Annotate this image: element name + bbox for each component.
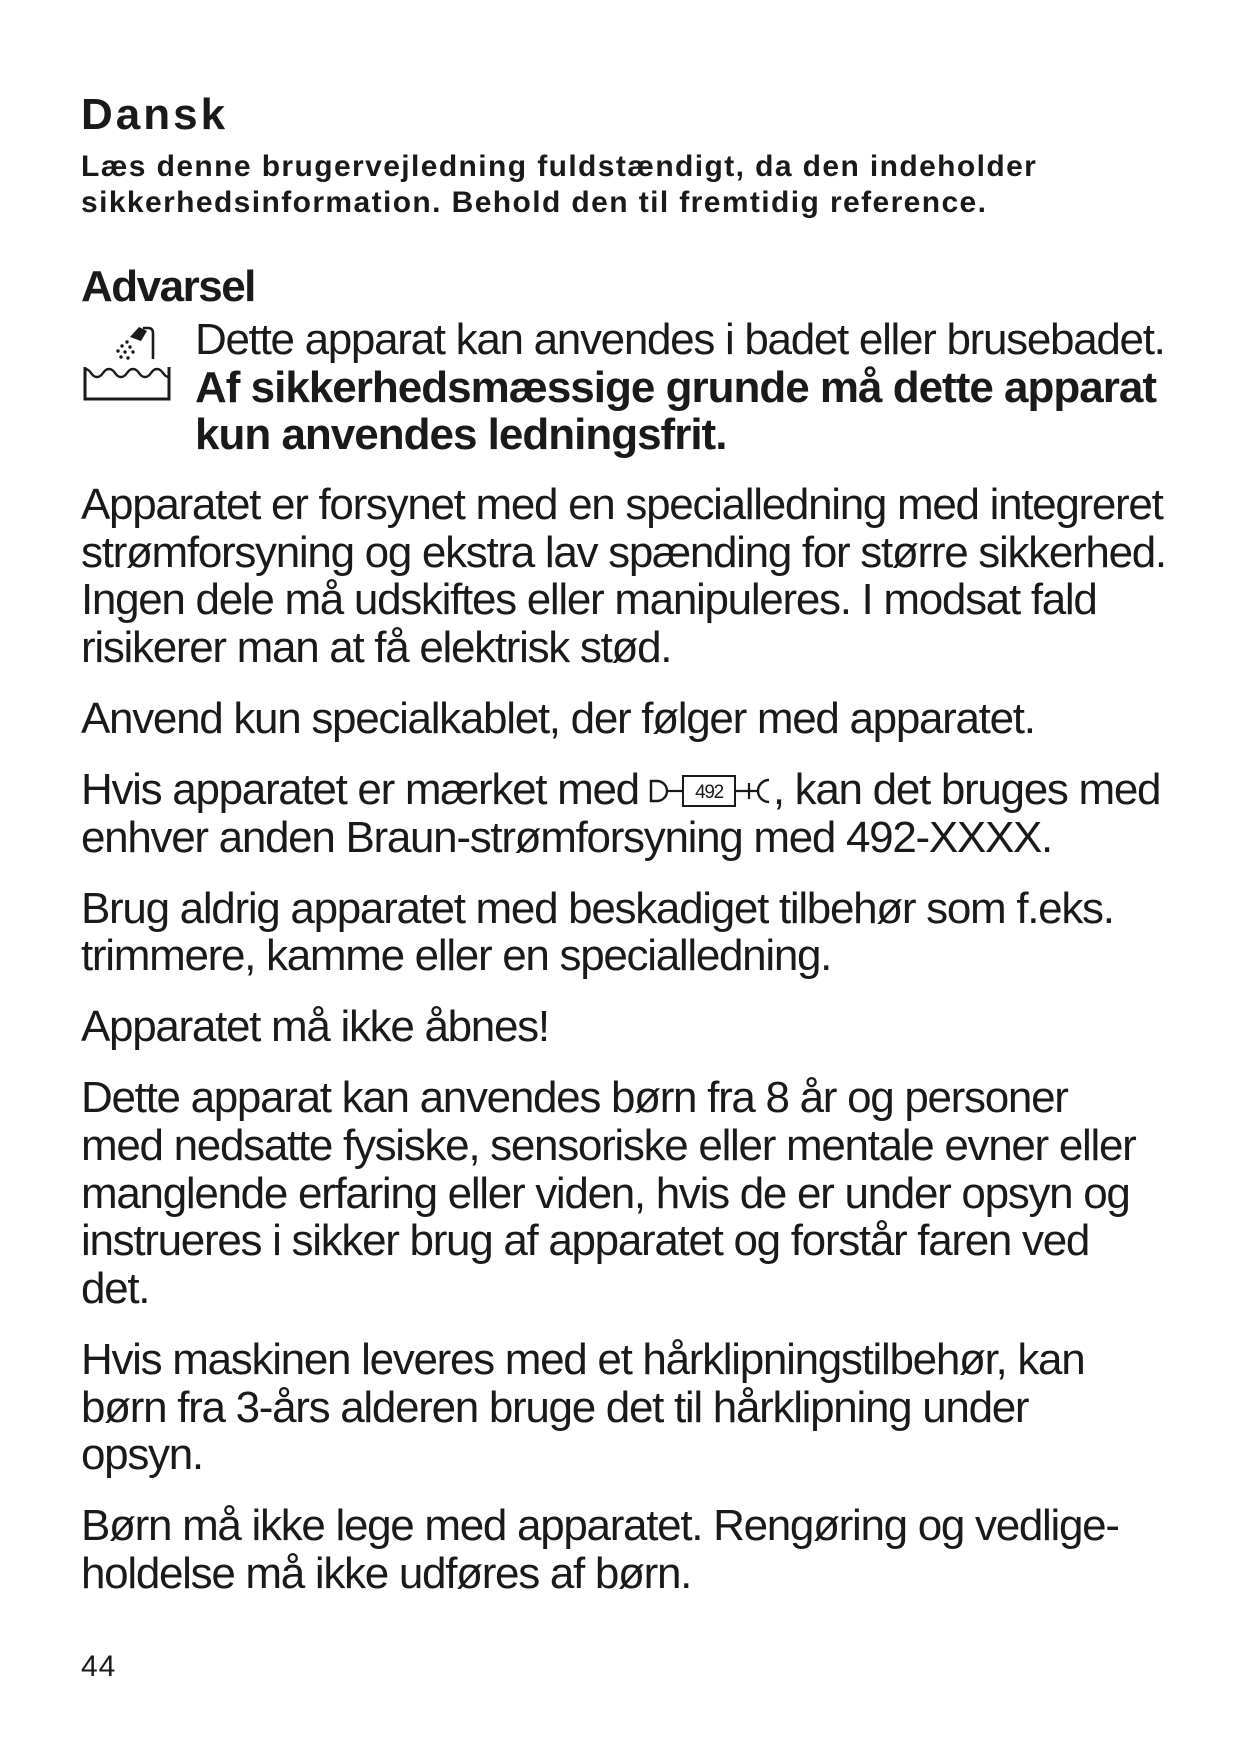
text-line: Børn må ikke lege med apparatet. Rengøring og vedlige- (81, 1501, 1119, 1551)
warning-line-bold: kun anvendes ledningsfrit. (195, 410, 727, 460)
bath-shower-icon (83, 325, 171, 401)
text-line: Hvis maskinen leveres med et hårklipningstilbehør, kan (81, 1334, 1085, 1384)
text-segment: , kan det bruges med (772, 764, 1161, 814)
warning-heading: Advarsel (81, 262, 255, 311)
intro-line: sikkerhedsinformation. Behold den til fremtidig reference. (81, 186, 988, 219)
paragraph-supervision (81, 1074, 1191, 1312)
text-line: trimmere, kamme eller en specialledning. (81, 931, 832, 981)
text-line: børn fra 3-års alderen bruge det til hårklipning under (81, 1382, 1029, 1432)
text-line: risikerer man at få elektrisk stød. (81, 622, 672, 672)
paragraph-hair-clipping (81, 1336, 1191, 1479)
paragraph-damaged-accessories (81, 885, 1191, 980)
intro-line: Læs denne brugervejledning fuldstændigt, da den indeholder (81, 150, 1038, 183)
text-line: holdelse må ikke udføres af børn. (81, 1548, 692, 1598)
power-supply-connector-icon (649, 774, 773, 808)
warning-line: Dette apparat kan anvendes i badet eller brusebadet. (195, 315, 1165, 364)
text-line: instrueres i sikker brug af apparatet og forstår faren ved (81, 1216, 1090, 1266)
text-line (81, 766, 1191, 814)
paragraph-power-supply (81, 481, 1191, 671)
text-line: Dette apparat kan anvendes børn fra 8 år og personer (81, 1073, 1068, 1123)
paragraph-braun-power-supply (81, 766, 1191, 861)
warning-text (195, 316, 1165, 459)
text-line: det. (81, 1263, 150, 1313)
text-line: manglende erfaring eller viden, hvis de er under opsyn og (81, 1168, 1130, 1218)
text-line: strømforsyning og ekstra lav spænding for større sikkerhed. (81, 527, 1166, 577)
paragraph-do-not-open (81, 1003, 1191, 1051)
text-line: med nedsatte fysiske, sensoriske eller mentale evner eller (81, 1121, 1136, 1171)
page-number: 44 (81, 1650, 117, 1683)
safety-instructions (81, 481, 1191, 1597)
text-line: Apparatet må ikke åbnes! (81, 1002, 549, 1052)
text-line: enhver anden Braun-strømforsyning med 492-XXXX. (81, 812, 1052, 862)
warning-line-bold: Af sikkerhedsmæssige grunde må dette apparat (195, 362, 1156, 412)
intro-notice (81, 149, 1037, 221)
connector-label: 492 (694, 781, 723, 803)
section-title: Dansk (81, 90, 229, 139)
text-line: Brug aldrig apparatet med beskadiget tilbehør som f.eks. (81, 883, 1114, 933)
text-line: Ingen dele må udskiftes eller manipuleres. I modsat fald (81, 575, 1097, 625)
paragraph-children (81, 1502, 1191, 1597)
text-segment: Hvis apparatet er mærket med (81, 764, 639, 814)
text-line: Anvend kun specialkablet, der følger med apparatet. (81, 693, 1035, 743)
text-line: opsyn. (81, 1430, 203, 1480)
paragraph-special-cable (81, 695, 1191, 743)
text-line: Apparatet er forsynet med en specialledning med integreret (81, 480, 1163, 529)
